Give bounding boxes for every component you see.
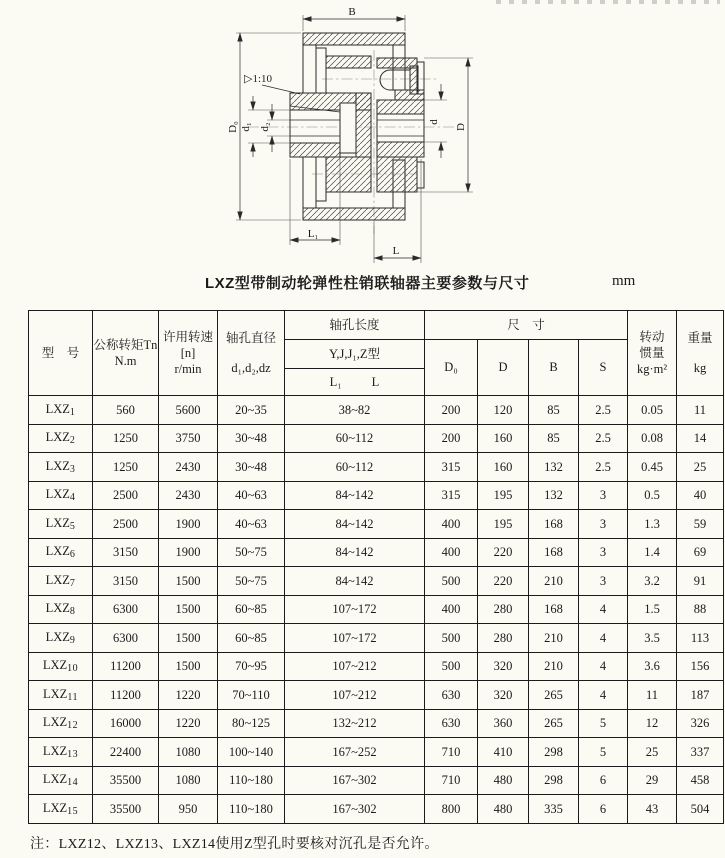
header-text: r/min [174, 362, 202, 377]
cell-inertia: 3.6 [628, 652, 677, 681]
left-hub-boss [340, 103, 356, 153]
model-prefix: LXZ [45, 572, 70, 587]
header-text: B [549, 360, 558, 375]
model-number: 9 [69, 634, 76, 646]
dim-label-D: D [455, 123, 467, 131]
cell-d0: 315 [425, 453, 478, 482]
spec-table [28, 310, 724, 824]
cell-weight: 25 [677, 453, 724, 482]
cell-inertia: 3.2 [628, 567, 677, 596]
cell-weight: 337 [677, 738, 724, 767]
table-row [29, 481, 724, 510]
cell-model [29, 481, 93, 510]
col-header-length-types [285, 340, 425, 369]
cell-model [29, 510, 93, 539]
model-number: 11 [67, 691, 78, 703]
dim-label-d: d [428, 119, 440, 125]
cell-inertia: 29 [628, 766, 677, 795]
cell-d0: 500 [425, 652, 478, 681]
cell-weight: 458 [677, 766, 724, 795]
model-prefix: LXZ [42, 743, 68, 758]
table-row [29, 652, 724, 681]
header-text: 尺 寸 [507, 317, 545, 332]
cell-torque: 3150 [93, 538, 159, 567]
cell-d0: 400 [425, 510, 478, 539]
cell-d0: 500 [425, 624, 478, 653]
cell-s: 4 [579, 681, 628, 710]
cell-speed: 1500 [159, 567, 218, 596]
cell-length: 107~172 [285, 624, 425, 653]
cell-d: 160 [478, 424, 529, 453]
table-row [29, 396, 724, 425]
cell-d: 195 [478, 481, 529, 510]
col-header-model [29, 311, 93, 396]
cell-s: 5 [579, 738, 628, 767]
cell-d0: 800 [425, 795, 478, 824]
cell-torque: 35500 [93, 766, 159, 795]
cell-b: 210 [529, 624, 579, 653]
left-flange-plate-upper [316, 48, 326, 93]
cell-b: 298 [529, 766, 579, 795]
cell-weight: 326 [677, 709, 724, 738]
table-row [29, 766, 724, 795]
cell-bore: 20~35 [218, 396, 285, 425]
cell-model [29, 567, 93, 596]
cell-model [29, 681, 93, 710]
cell-s: 3 [579, 567, 628, 596]
cell-bore: 80~125 [218, 709, 285, 738]
header-text: 重量 [687, 331, 713, 346]
model-number: 14 [67, 777, 79, 789]
cell-bore: 110~180 [218, 766, 285, 795]
right-hub-bottom [377, 142, 424, 157]
header-text: kg [693, 360, 707, 375]
cell-length: 84~142 [285, 510, 425, 539]
left-flange-band [326, 56, 371, 68]
cell-s: 5 [579, 709, 628, 738]
cell-length: 60~112 [285, 424, 425, 453]
model-prefix: LXZ [45, 601, 70, 616]
cell-d: 410 [478, 738, 529, 767]
cell-d: 120 [478, 396, 529, 425]
cell-weight: 113 [677, 624, 724, 653]
model-prefix: LXZ [42, 658, 68, 673]
cell-inertia: 0.05 [628, 396, 677, 425]
table-row [29, 453, 724, 482]
cell-length: 84~142 [285, 538, 425, 567]
cell-d: 220 [478, 567, 529, 596]
model-number: 7 [69, 577, 76, 589]
model-number: 5 [69, 520, 76, 532]
cell-model [29, 766, 93, 795]
page-title: LXZ型带制动轮弹性柱销联轴器主要参数与尺寸 [205, 275, 530, 292]
cell-b: 85 [529, 396, 579, 425]
cell-speed: 1500 [159, 652, 218, 681]
header-text: 轴孔长度 [329, 317, 380, 332]
cell-torque: 1250 [93, 424, 159, 453]
model-prefix: LXZ [42, 800, 68, 815]
cell-inertia: 1.3 [628, 510, 677, 539]
cell-speed: 1220 [159, 681, 218, 710]
right-flange-step-lower [417, 162, 424, 188]
header-text: L [371, 374, 380, 389]
left-flange-plate-lower [316, 157, 326, 201]
cell-d: 195 [478, 510, 529, 539]
header-text: kg·m² [636, 362, 668, 377]
table-row [29, 681, 724, 710]
cell-inertia: 1.5 [628, 595, 677, 624]
cell-weight: 88 [677, 595, 724, 624]
cell-torque: 6300 [93, 595, 159, 624]
lower-left-block [326, 157, 371, 192]
header-text: S [599, 360, 607, 375]
right-flange-step [395, 90, 424, 100]
cell-length: 107~172 [285, 595, 425, 624]
cell-model [29, 538, 93, 567]
cell-d0: 400 [425, 595, 478, 624]
cell-weight: 69 [677, 538, 724, 567]
cell-b: 168 [529, 510, 579, 539]
coupling-section-drawing [0, 0, 725, 268]
cell-weight: 59 [677, 510, 724, 539]
table-row [29, 795, 724, 824]
cell-length: 167~252 [285, 738, 425, 767]
cell-inertia: 11 [628, 681, 677, 710]
cell-torque: 2500 [93, 481, 159, 510]
title-row [0, 272, 725, 294]
cell-length: 167~302 [285, 766, 425, 795]
table-row [29, 709, 724, 738]
dim-label-L1: L₁ [307, 228, 319, 240]
cell-speed: 1080 [159, 766, 218, 795]
cell-length: 60~112 [285, 453, 425, 482]
cell-torque: 22400 [93, 738, 159, 767]
cell-inertia: 1.4 [628, 538, 677, 567]
cell-b: 132 [529, 453, 579, 482]
table-row [29, 424, 724, 453]
left-hub-flange-bottom [290, 143, 340, 157]
cell-inertia: 0.5 [628, 481, 677, 510]
cell-torque: 3150 [93, 567, 159, 596]
cell-torque: 560 [93, 396, 159, 425]
model-number: 15 [67, 805, 79, 817]
model-prefix: LXZ [42, 772, 68, 787]
model-prefix: LXZ [45, 515, 70, 530]
cell-model [29, 396, 93, 425]
cell-d0: 315 [425, 481, 478, 510]
cell-length: 167~302 [285, 795, 425, 824]
col-header-B [529, 340, 579, 396]
cell-length: 84~142 [285, 567, 425, 596]
cell-inertia: 12 [628, 709, 677, 738]
model-number: 2 [69, 435, 76, 447]
cell-speed: 1500 [159, 624, 218, 653]
cell-bore: 110~180 [218, 795, 285, 824]
cell-torque: 35500 [93, 795, 159, 824]
cell-speed: 1080 [159, 738, 218, 767]
cell-bore: 40~63 [218, 481, 285, 510]
cell-d: 160 [478, 453, 529, 482]
cell-d0: 710 [425, 766, 478, 795]
cell-d0: 710 [425, 738, 478, 767]
col-header-weight [677, 311, 724, 396]
header-text: N.m [114, 354, 137, 368]
cell-weight: 40 [677, 481, 724, 510]
model-prefix: LXZ [42, 715, 68, 730]
cell-b: 265 [529, 681, 579, 710]
header-text: Y,J,J₁,Z型 [328, 346, 380, 361]
header-text: D₀ [444, 360, 458, 375]
model-prefix: LXZ [45, 401, 70, 416]
table-row [29, 510, 724, 539]
cell-length: 107~212 [285, 652, 425, 681]
cell-speed: 2430 [159, 481, 218, 510]
cell-s: 6 [579, 766, 628, 795]
col-header-bore [218, 311, 285, 396]
model-prefix: LXZ [45, 430, 70, 445]
cell-length: 38~82 [285, 396, 425, 425]
cell-bore: 70~95 [218, 652, 285, 681]
cell-inertia: 43 [628, 795, 677, 824]
dim-label-d1: d₁ [240, 122, 252, 132]
dim-label-D0: D₀ [227, 121, 239, 133]
cell-length: 132~212 [285, 709, 425, 738]
header-text: [n] [180, 345, 196, 360]
cell-speed: 1500 [159, 595, 218, 624]
model-prefix: LXZ [45, 629, 70, 644]
cell-b: 335 [529, 795, 579, 824]
col-header-S [579, 340, 628, 396]
cell-b: 210 [529, 567, 579, 596]
cell-speed: 1900 [159, 538, 218, 567]
cell-bore: 30~48 [218, 453, 285, 482]
cell-d: 320 [478, 652, 529, 681]
lower-right-block [377, 157, 417, 192]
header-text: 惯量 [639, 345, 665, 360]
cell-s: 3 [579, 538, 628, 567]
cell-d: 480 [478, 795, 529, 824]
cell-weight: 156 [677, 652, 724, 681]
right-hub-top [377, 100, 424, 114]
cell-weight: 91 [677, 567, 724, 596]
cell-d0: 630 [425, 681, 478, 710]
unit-label: mm [612, 273, 636, 289]
col-header-dims-group [425, 311, 628, 340]
table-row [29, 567, 724, 596]
cell-torque: 2500 [93, 510, 159, 539]
cell-weight: 187 [677, 681, 724, 710]
cell-speed: 3750 [159, 424, 218, 453]
col-header-inertia [628, 311, 677, 396]
cell-b: 85 [529, 424, 579, 453]
model-number: 3 [69, 463, 76, 475]
cell-s: 3 [579, 481, 628, 510]
col-header-torque [93, 311, 159, 396]
brake-wheel-top-rim [303, 33, 405, 45]
model-prefix: LXZ [45, 487, 70, 502]
header-text: 许用转速 [162, 329, 213, 344]
cell-model [29, 738, 93, 767]
cell-weight: 11 [677, 396, 724, 425]
cell-weight: 14 [677, 424, 724, 453]
cell-d: 220 [478, 538, 529, 567]
dim-label-d2: d₂ [259, 122, 271, 132]
cell-inertia: 3.5 [628, 624, 677, 653]
taper-label: ▷1:10 [244, 73, 273, 85]
cell-torque: 11200 [93, 652, 159, 681]
model-number: 1 [69, 406, 76, 418]
cell-s: 4 [579, 595, 628, 624]
model-number: 4 [69, 492, 76, 504]
cell-speed: 5600 [159, 396, 218, 425]
header-text: 轴孔直径 [225, 331, 276, 346]
cell-s: 3 [579, 510, 628, 539]
model-prefix: LXZ [43, 686, 68, 701]
cell-inertia: 0.45 [628, 453, 677, 482]
cell-d: 280 [478, 624, 529, 653]
header-text: d₁,d₂,dz [231, 360, 271, 375]
cell-torque: 11200 [93, 681, 159, 710]
dim-label-L: L [392, 245, 400, 257]
cell-s: 2.5 [579, 424, 628, 453]
cell-bore: 60~85 [218, 624, 285, 653]
col-header-length-group [285, 311, 425, 340]
cell-model [29, 624, 93, 653]
col-header-D [478, 340, 529, 396]
cell-b: 265 [529, 709, 579, 738]
cell-b: 168 [529, 595, 579, 624]
brake-wheel-bottom-rim [303, 208, 405, 220]
table-row [29, 738, 724, 767]
cell-torque: 1250 [93, 453, 159, 482]
cell-s: 2.5 [579, 453, 628, 482]
left-hub-center [356, 93, 371, 157]
cell-bore: 70~110 [218, 681, 285, 710]
right-hub-bore [377, 114, 424, 142]
header-text: L₁ [329, 374, 342, 389]
cell-model [29, 424, 93, 453]
brake-wheel-left-wall-lower [303, 157, 316, 208]
model-prefix: LXZ [45, 544, 70, 559]
cell-d0: 200 [425, 424, 478, 453]
cell-model [29, 453, 93, 482]
dim-label-B: B [348, 6, 356, 18]
cell-length: 107~212 [285, 681, 425, 710]
footnote: 注：LXZ12、LXZ13、LXZ14使用Z型孔时要核对沉孔是否允许。 [30, 837, 439, 852]
table-row [29, 538, 724, 567]
cell-s: 2.5 [579, 396, 628, 425]
cell-model [29, 709, 93, 738]
cell-b: 210 [529, 652, 579, 681]
cell-d0: 200 [425, 396, 478, 425]
cell-bore: 50~75 [218, 538, 285, 567]
cell-model [29, 595, 93, 624]
cell-speed: 2430 [159, 453, 218, 482]
model-number: 6 [69, 549, 76, 561]
header-text: 型 号 [41, 345, 80, 360]
cell-bore: 50~75 [218, 567, 285, 596]
cell-bore: 60~85 [218, 595, 285, 624]
model-number: 12 [67, 720, 79, 732]
cell-bore: 30~48 [218, 424, 285, 453]
cell-d: 280 [478, 595, 529, 624]
cell-d: 320 [478, 681, 529, 710]
cell-inertia: 0.08 [628, 424, 677, 453]
cell-weight: 504 [677, 795, 724, 824]
cell-bore: 40~63 [218, 510, 285, 539]
cell-s: 4 [579, 652, 628, 681]
cell-bore: 100~140 [218, 738, 285, 767]
cell-torque: 6300 [93, 624, 159, 653]
col-header-L1-L [285, 369, 425, 396]
cell-b: 298 [529, 738, 579, 767]
header-text: 公称转矩Tn [93, 337, 158, 352]
col-header-speed [159, 311, 218, 396]
cell-model [29, 652, 93, 681]
cell-torque: 16000 [93, 709, 159, 738]
cell-b: 132 [529, 481, 579, 510]
cell-d0: 500 [425, 567, 478, 596]
cell-s: 4 [579, 624, 628, 653]
cell-length: 84~142 [285, 481, 425, 510]
table-body [29, 396, 724, 824]
brake-wheel-left-wall-upper [303, 45, 316, 93]
model-number: 13 [67, 748, 79, 760]
cell-speed: 1220 [159, 709, 218, 738]
col-header-D0 [425, 340, 478, 396]
cell-s: 6 [579, 795, 628, 824]
cell-d0: 400 [425, 538, 478, 567]
cell-speed: 950 [159, 795, 218, 824]
cell-d: 480 [478, 766, 529, 795]
model-number: 8 [69, 606, 76, 618]
model-number: 10 [67, 663, 79, 675]
left-hub-bore [290, 110, 340, 143]
cell-speed: 1900 [159, 510, 218, 539]
table-row [29, 624, 724, 653]
cell-inertia: 25 [628, 738, 677, 767]
header-text: 转动 [639, 329, 665, 344]
cell-d: 360 [478, 709, 529, 738]
cell-model [29, 795, 93, 824]
cell-d0: 630 [425, 709, 478, 738]
cell-b: 168 [529, 538, 579, 567]
table-row [29, 595, 724, 624]
header-text: D [498, 360, 508, 375]
model-prefix: LXZ [45, 458, 70, 473]
